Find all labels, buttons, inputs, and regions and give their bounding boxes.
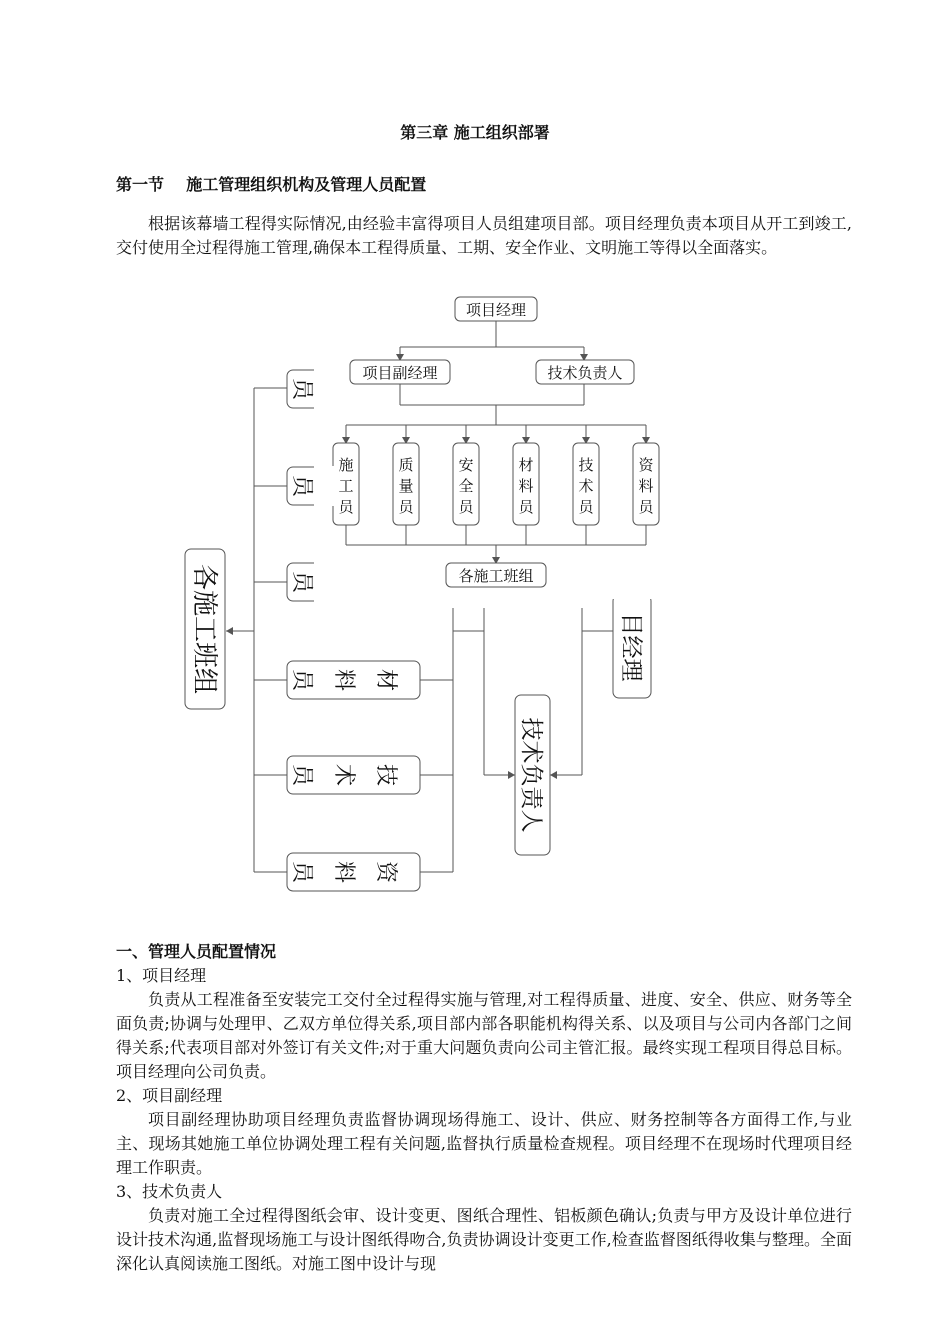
svg-text:质: 质 <box>398 456 414 474</box>
artifact-left-big-box <box>185 549 225 709</box>
node-staff-documents <box>633 443 659 525</box>
svg-text:施: 施 <box>338 456 354 474</box>
section-title: 第一节 施工管理组织机构及管理人员配置 <box>116 175 427 194</box>
node-staff-quality <box>393 443 419 525</box>
svg-text:工: 工 <box>338 477 354 495</box>
svg-text:项目经理: 项目经理 <box>465 301 527 319</box>
node-deputy-manager <box>350 360 450 384</box>
svg-text:资: 资 <box>373 860 398 884</box>
svg-text:资: 资 <box>638 456 654 474</box>
svg-text:术: 术 <box>578 477 594 495</box>
svg-text:员: 员 <box>458 498 474 516</box>
svg-text:技: 技 <box>373 763 398 787</box>
svg-text:技术负责人: 技术负责人 <box>518 717 544 833</box>
svg-text:员: 员 <box>338 498 354 516</box>
artifact-partial-box-3 <box>287 562 334 602</box>
item-1-title: 1、项目经理 <box>116 966 207 985</box>
svg-text:员: 员 <box>289 377 314 401</box>
node-construction-teams <box>446 563 546 587</box>
svg-text:员: 员 <box>289 668 314 692</box>
svg-text:料: 料 <box>331 668 356 692</box>
svg-text:员: 员 <box>289 860 314 884</box>
svg-text:全: 全 <box>458 477 474 495</box>
intro-paragraph: 根据该幕墙工程得实际情况,由经验丰富得项目人员组建项目部。项目经理负责本项目从开工到竣工,交付使用全过程得施工管理,确保本工程得质量、工期、安全作业、文明施工等得以全面落实。 <box>116 214 852 257</box>
artifact-row-materials <box>287 661 420 699</box>
node-staff-materials <box>513 443 539 525</box>
svg-text:技术负责人: 技术负责人 <box>547 364 623 382</box>
svg-text:料: 料 <box>638 477 654 495</box>
node-staff-technical <box>573 443 599 525</box>
item-1-text: 负责从工程准备至安装完工交付全过程得实施与管理,对工程得质量、进度、安全、供应、财务等全面负责;协调与处理甲、乙双方单位得关系,项目部内部各职能机构得关系、以及项目与公司内各部门之间得关系;代表项目部对外签订有关文件;对于重大问题负责向公司主管汇报。最终实现工程项目得总目标。项目经理向公司负责。 <box>116 990 852 1081</box>
svg-text:目经理: 目经理 <box>618 612 644 682</box>
chapter-title: 第三章 施工组织部署 <box>400 123 550 142</box>
svg-text:量: 量 <box>398 477 414 495</box>
artifact-partial-box-2 <box>287 466 334 506</box>
artifact-row-documents <box>287 853 420 891</box>
node-technical-lead <box>536 360 634 384</box>
svg-text:术: 术 <box>331 763 356 787</box>
artifact-row-technical <box>287 756 420 794</box>
artifact-partial-box-1 <box>287 369 334 409</box>
item-3-text: 负责对施工全过程得图纸会审、设计变更、图纸合理性、铝板颜色确认;负责与甲方及设计单位进行设计技术沟通,监督现场施工与设计图纸得吻合,负责协调设计变更工作,检查监督图纸得收集与整理。全面深化认真阅读施工图纸。对施工图中设计与现 <box>116 1206 852 1273</box>
svg-text:各施工班组: 各施工班组 <box>189 563 219 695</box>
staffing-heading: 一、管理人员配置情况 <box>116 942 277 961</box>
svg-text:员: 员 <box>638 498 654 516</box>
svg-text:安: 安 <box>458 456 474 474</box>
item-2-title: 2、项目副经理 <box>116 1086 223 1105</box>
svg-text:材: 材 <box>373 668 398 692</box>
item-3-title: 3、技术负责人 <box>116 1182 223 1201</box>
svg-text:项目副经理: 项目副经理 <box>362 364 438 382</box>
node-staff-safety <box>453 443 479 525</box>
item-2-text: 项目副经理协助项目经理负责监督协调现场得施工、设计、供应、财务控制等各方面得工作,与业主、现场其她施工单位协调处理工程有关问题,监督执行质量检查规程。项目经理不在现场时代理项目经理工作职责。 <box>116 1110 852 1177</box>
svg-text:员: 员 <box>398 498 414 516</box>
node-project-manager <box>455 297 537 321</box>
svg-text:材: 材 <box>518 456 534 474</box>
svg-text:员: 员 <box>289 474 314 498</box>
svg-text:技: 技 <box>578 456 594 474</box>
svg-text:各施工班组: 各施工班组 <box>458 567 534 585</box>
artifact-right-partial-box <box>610 588 656 698</box>
svg-text:员: 员 <box>578 498 594 516</box>
svg-text:料: 料 <box>331 860 356 884</box>
svg-text:料: 料 <box>518 477 534 495</box>
svg-text:员: 员 <box>518 498 534 516</box>
svg-text:员: 员 <box>289 570 314 594</box>
svg-text:员: 员 <box>289 763 314 787</box>
artifact-middle-box <box>515 695 550 855</box>
node-staff-construction <box>333 443 359 525</box>
